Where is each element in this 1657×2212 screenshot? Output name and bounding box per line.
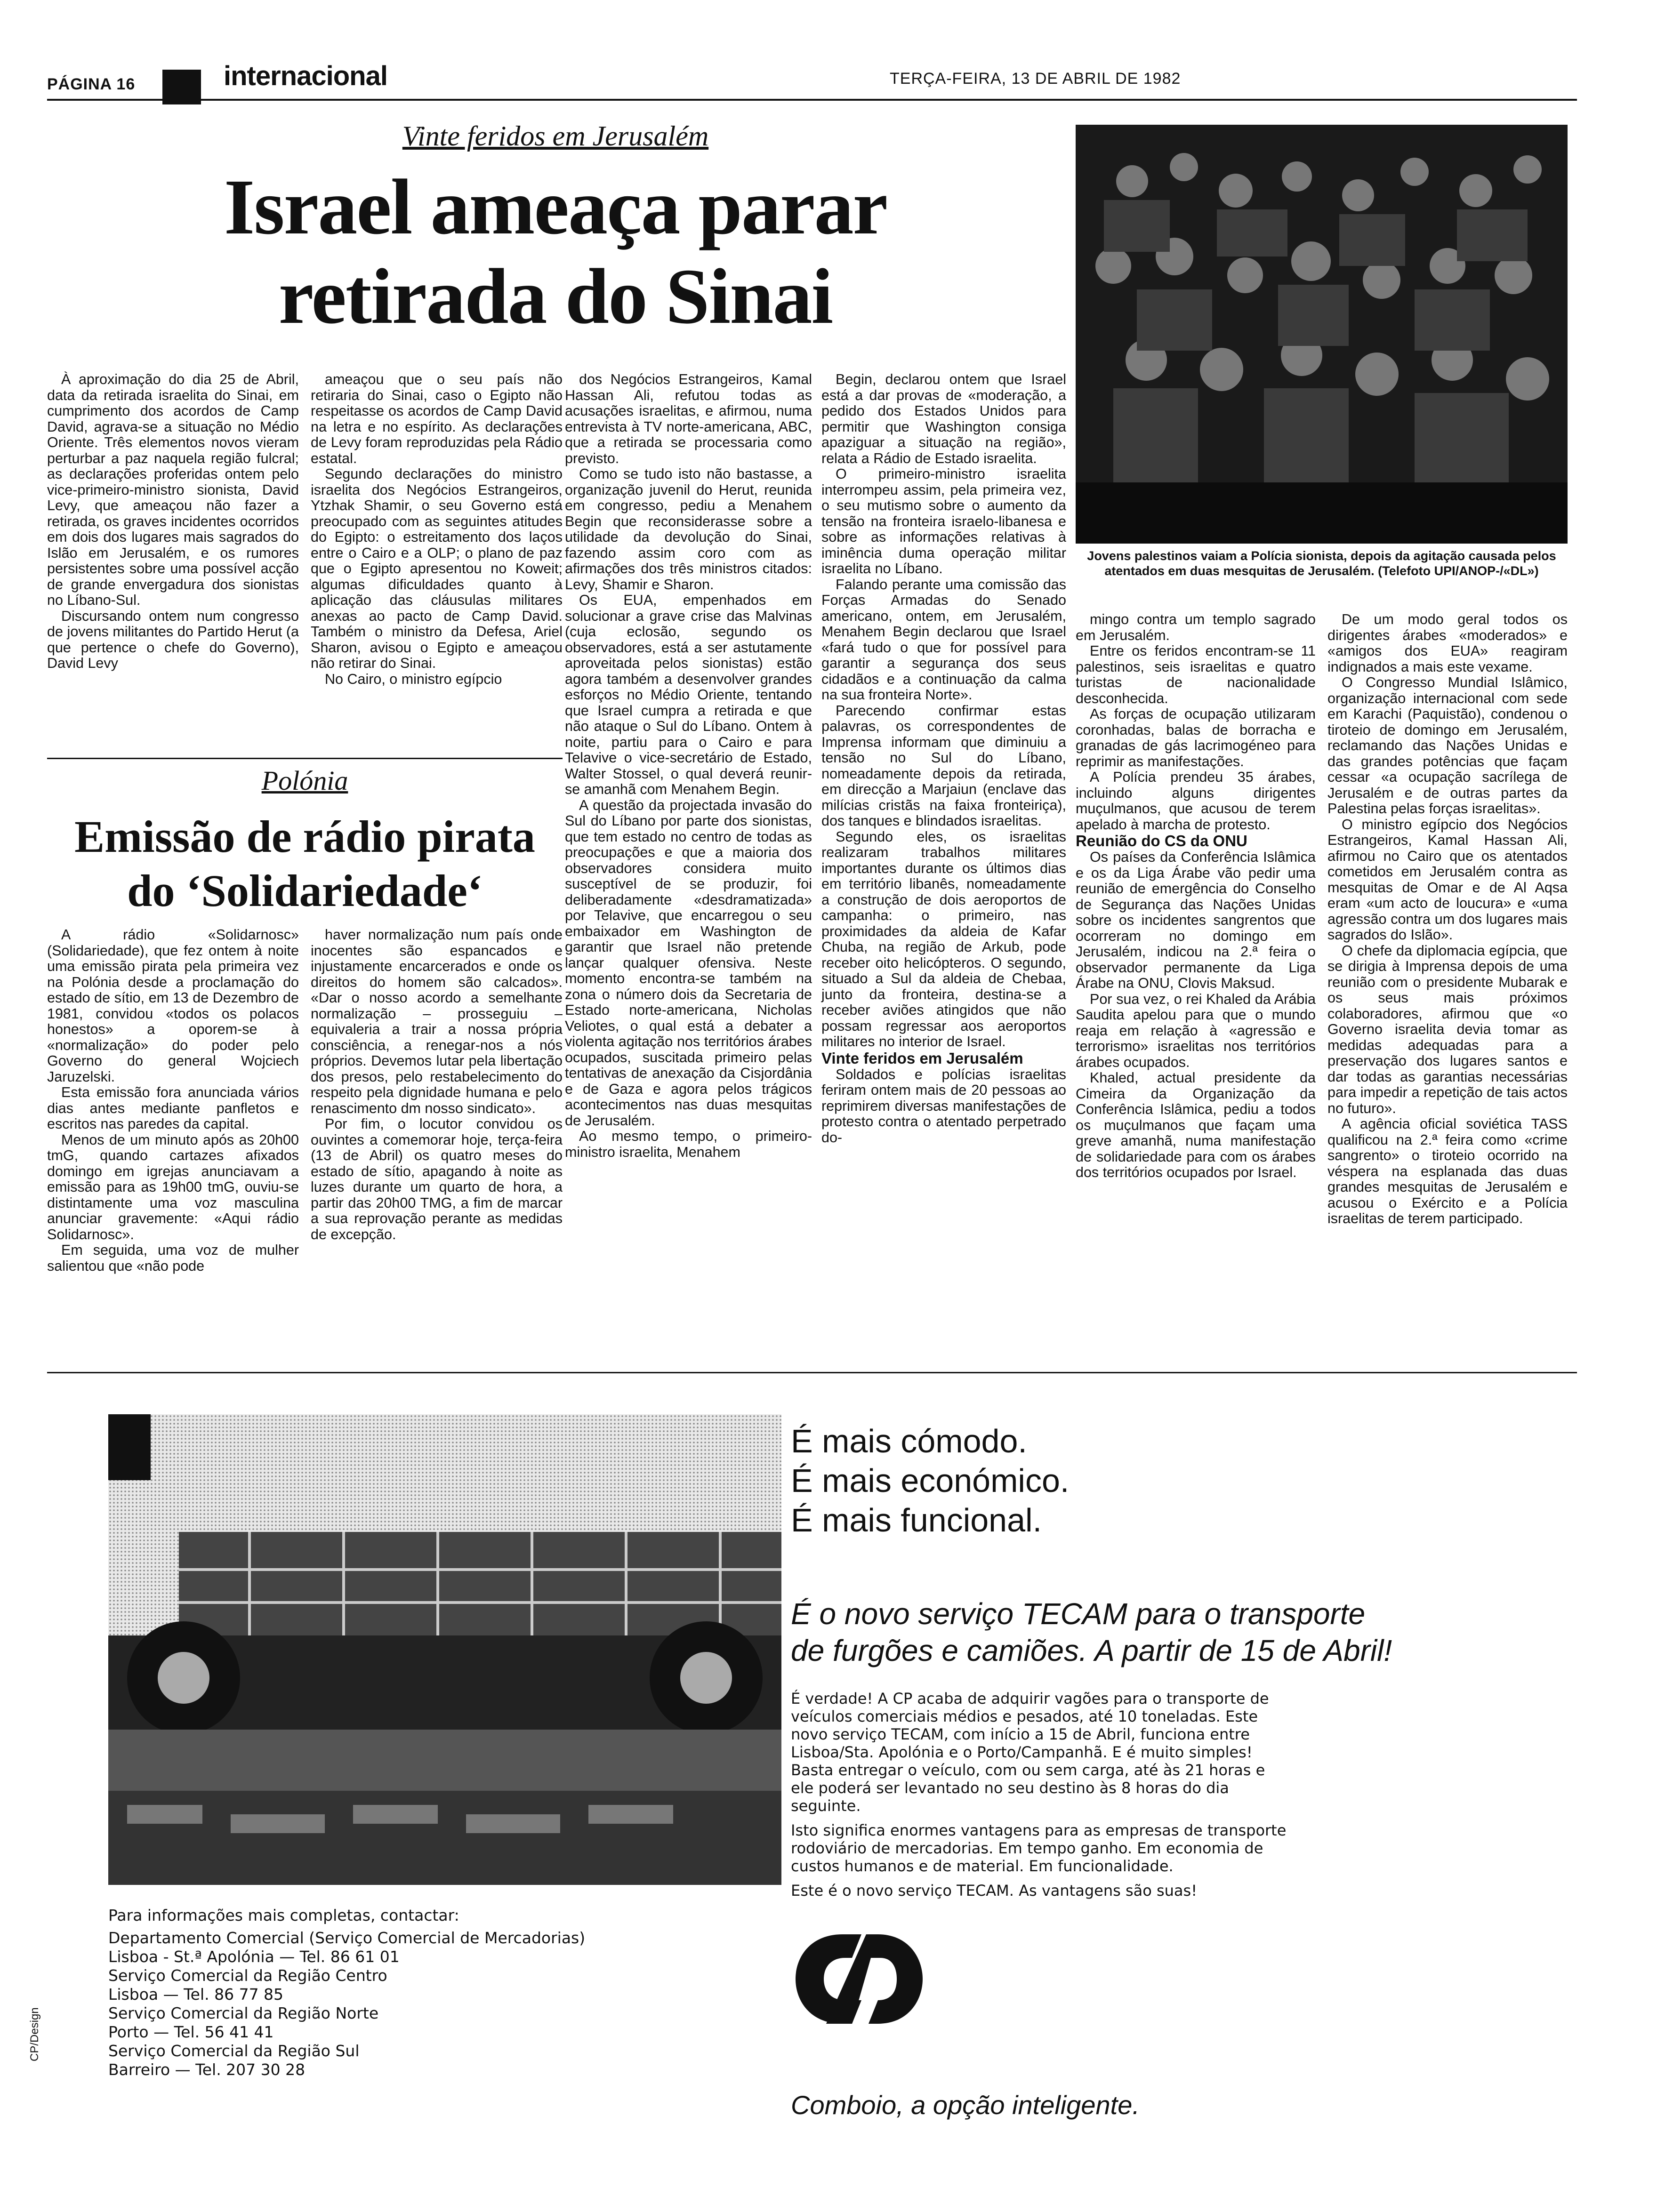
advert-tagline	[791, 1595, 1582, 1669]
paragraph: Discursando ontem num congresso de jovens militantes do Partido Herut (a que pertence o chefe do Governo), David Levy	[47, 608, 299, 671]
subhead-reuniao-onu: Reunião do CS da ONU	[1076, 832, 1247, 850]
paragraph: Begin, declarou ontem que Israel está a dar provas de «moderação, a pedido dos Estados Unidos para permitir que Washington consiga apaziguar a situação na região», relata a Rádio de Estado israelita.	[821, 371, 1066, 466]
paragraph: Por sua vez, o rei Khaled da Arábia Saudita apelou para que o mundo reaja em relação à «agressão e terrorismo» israelitas nos territórios árabes ocupados.	[1076, 991, 1316, 1070]
paragraph: O chefe da diplomacia egípcia, que se dirigia à Imprensa depois de uma reunião com o presidente Mubarak e os seus mais próximos colaboradores, afirmou que «o Governo israelita devia tomar as medidas adequadas para a preservação dos lugares santos e dar todas as garantias necessárias para impedir a repetição de tais actos no futuro».	[1327, 942, 1568, 1116]
paragraph: A agência oficial soviética TASS qualificou na 2.ª feira como «crime sangrento» o tiroteio ocorrido na véspera na esplanada das duas grandes mesquitas de Jerusalém e acusou o Exército e a Polícia israelitas de terem participado.	[1327, 1116, 1568, 1226]
main-headline	[47, 162, 1064, 341]
polonia-col-2	[311, 927, 563, 1242]
polonia-headline-line-1: Emissão de rádio pirata	[74, 811, 535, 862]
paragraph: Soldados e polícias israelitas feriram ontem mais de 20 pessoas ao reprimirem diversas manifestações de protesto contra o atentado perpetrado do-	[821, 1066, 1066, 1146]
main-col-3	[565, 372, 812, 1160]
paragraph: Os EUA, empenhados em solucionar a grave crise das Malvinas (cuja eclosão, segundo os observadores, está a ser astutamente aproveitada pelos sionistas) estão agora também a desenvolver grandes esforços no Médio Oriente, tentando que Israel cumpra a retirada e que não ataque o Sul do Líbano. Ontem à noite, partiu para o Cairo e para Telavive o vice-secretário de Estado, Walter Stossel, o qual deverá reunir-se amanhã com Menahem Begin.	[565, 592, 812, 797]
paragraph: A Polícia prendeu 35 árabes, incluindo alguns dirigentes muçulmanos, que acusou de terem apelado à marcha de protesto.	[1076, 769, 1316, 833]
paragraph: Menos de um minuto após as 20h00 tmG, quando cartazes afixados domingo em igrejas anunciavam a emissão para as 19h00 tmG, ouviu-se distintamente uma voz masculina anunciar gravemente: «Aqui rádio Solidarnosc».	[47, 1131, 299, 1242]
contact-name: Serviço Comercial da Região Norte	[108, 2004, 379, 2022]
main-col-4	[821, 372, 1066, 1146]
photo-caption: Jovens palestinos vaiam a Polícia sionista, depois da agitação causada pelos atentados em duas mesquitas de Jerusalém. (Telefoto UPI/ANOP-/«DL»)	[1087, 549, 1556, 578]
paragraph: Falando perante uma comissão das Forças Armadas do Senado americano, ontem, em Jerusalém, Menahem Begin declarou que Israel «fará tudo o que for possível para garantir a segurança dos seus cidadãos e a continuação da calma na sua fronteira Norte».	[821, 576, 1066, 703]
polonia-rule	[47, 758, 563, 759]
subhead-vinte-feridos: Vinte feridos em Jerusalém	[821, 1049, 1023, 1067]
advert-paragraph: É verdade! A CP acaba de adquirir vagões para o transporte de veículos comerciais médios e pesados, até 10 toneladas. Este novo serviço TECAM, com início a 15 de Abril, funciona entre Lisboa/Sta. Apolónia e o Porto/Campanhã. E é muito simples! Basta entregar o veículo, com ou sem carga, até às 21 horas e ele poderá ser levantado no seu destino às 8 horas do dia seguinte.	[791, 1690, 1269, 1815]
headline-line-1: Israel ameaça parar	[224, 163, 887, 251]
contact-detail: Lisboa — Tel. 86 77 85	[108, 1985, 284, 2004]
polonia-headline	[47, 809, 563, 918]
paragraph: Os países da Conferência Islâmica e os da Liga Árabe vão pedir uma reunião de emergência do Conselho de Segurança das Nações Unidas sobre os incidentes sangrentos que ocorreram no domingo em Jerusalém, indicou na 2.ª feira o observador permanente da Liga Árabe na ONU, Clovis Maksud.	[1076, 849, 1316, 991]
contact-detail: Lisboa - St.ª Apolónia — Tel. 86 61 01	[108, 1948, 400, 1966]
paragraph: As forças de ocupação utilizaram coronhadas, balas de borracha e granadas de gás lacrimogéneo para reprimir as manifestações.	[1076, 706, 1316, 769]
cp-logo-icon	[791, 1925, 927, 2033]
paragraph: Khaled, actual presidente da Cimeira da Organização da Conferência Islâmica, pediu a todos os muçulmanos que façam uma greve amanhã, numa manifestação de solidariedade para com os árabes dos territórios ocupados por Israel.	[1076, 1070, 1316, 1180]
news-photo	[1076, 125, 1568, 544]
slogan-line: É mais funcional.	[791, 1502, 1042, 1539]
crowd-image	[1076, 125, 1568, 544]
contact-detail: Porto — Tel. 56 41 41	[108, 2023, 274, 2041]
contact-name: Serviço Comercial da Região Sul	[108, 2042, 360, 2060]
header-rule	[47, 99, 1577, 101]
paragraph: Segundo eles, os israelitas realizaram trabalhos militares importantes durante os últimos dias em território libanês, nomeadamente a construção de dois aeroportos de campanha: o primeiro, nas proximidades da aldeia de Kafar Chuba, na região de Arkub, pode receber oito helicópteros. O segundo, situado a Sul da aldeia de Chebaa, junto da fronteira, destina-se a receber aviões atingidos que não possam regressar aos aeroportos militares no interior de Israel.	[821, 828, 1066, 1050]
slogan-line: É mais económico.	[791, 1462, 1070, 1499]
paragraph: À aproximação do dia 25 de Abril, data da retirada israelita do Sinai, em cumprimento dos acordos de Camp David, agrava-se a situação no Médio Oriente. Três elementos novos vieram perturbar a paz naquela região fulcral; as declarações proferidas ontem pelo vice-primeiro-ministro sionista, David Levy, que ameaçou não fazer a retirada, os graves incidentes ocorridos em dois dos lugares mais sagrados do Islão em Jerusalém, e os rumores persistentes sobre uma possível acção de grande envergadura dos sionistas no Líbano-Sul.	[47, 371, 299, 608]
paragraph: Em seguida, uma voz de mulher salientou que «não pode	[47, 1242, 299, 1274]
polonia-kicker: Polónia	[261, 765, 348, 796]
paragraph: dos Negócios Estrangeiros, Kamal Hassan Ali, refutou todas as acusações israelitas, e afirmou, numa entrevista à TV norte-americana, ABC, que a retirada se processaria como previsto.	[565, 371, 812, 466]
paragraph: A rádio «Solidarnosc» (Solidariedade), que fez ontem à noite uma emissão pirata pela primeira vez na Polónia desde a proclamação do estado de sítio, em 13 de Dezembro de 1981, convidou «todos os polacos honestos» a oporem-se à «normalização» do poder pelo Governo do general Wojciech Jaruzelski.	[47, 927, 299, 1085]
headline-line-2: retirada do Sinai	[278, 253, 833, 340]
contact-intro: Para informações mais completas, contactar:	[108, 1906, 459, 1924]
main-col-1	[47, 372, 299, 672]
advert-rule	[47, 1372, 1577, 1373]
truck-image	[108, 1414, 781, 1885]
main-col-2	[311, 372, 563, 687]
slogan-line: É mais cómodo.	[791, 1423, 1027, 1459]
paragraph: No Cairo, o ministro egípcio	[325, 671, 502, 687]
advert-motto: Comboio, a opção inteligente.	[791, 2090, 1140, 2120]
paragraph: O Congresso Mundial Islâmico, organização internacional com sede em Karachi (Paquistão), condenou o tiroteio de domingo em Jerusalém, reclamando das Nações Unidas e das grandes potências que façam cessar «a ocupação sacrílega de Jerusalém e de outras partes da Palestina pelas forças israelitas».	[1327, 674, 1568, 817]
paragraph: ameaçou que o seu país não retiraria do Sinai, caso o Egipto não respeitasse os acordos de Camp David na letra e no espírito. As declarações de Levy foram reproduzidas pela Rádio estatal.	[311, 371, 563, 466]
contact-detail: Barreiro — Tel. 207 30 28	[108, 2060, 306, 2079]
paragraph: Entre os feridos encontram-se 11 palestinos, seis israelitas e quatro turistas de nacionalidade desconhecida.	[1076, 643, 1316, 706]
advert-truck-photo	[108, 1414, 781, 1885]
polonia-headline-line-2: do ‘Solidariedade‘	[127, 866, 483, 916]
main-col-5	[1076, 612, 1316, 1181]
paragraph: De um modo geral todos os dirigentes árabes «moderados» e «amigos dos EUA» reagiram indignados a mais este vexame.	[1327, 611, 1568, 675]
paragraph: mingo contra um templo sagrado em Jerusalém.	[1076, 611, 1316, 643]
design-credit: CP/Design	[28, 2007, 41, 2061]
advert-paragraph: Isto significa enormes vantagens para as empresas de transporte rodoviário de mercadorias. Em tempo ganho. Em economia de custos humanos e de material. Em funcionalidade.	[791, 1821, 1287, 1875]
advert-contacts	[108, 1906, 767, 2079]
contact-name: Departamento Comercial (Serviço Comercial de Mercadorias)	[108, 1929, 586, 1947]
advert-body	[791, 1690, 1290, 1906]
tagline-line-1: É o novo serviço TECAM para o transporte	[791, 1597, 1366, 1631]
advert-paragraph: Este é o novo serviço TECAM. As vantagens são suas!	[791, 1882, 1198, 1899]
contact-name: Serviço Comercial da Região Centro	[108, 1966, 387, 1985]
section-title: internacional	[224, 61, 387, 91]
main-kicker: Vinte feridos em Jerusalém	[402, 120, 709, 152]
main-col-6	[1327, 612, 1568, 1227]
paragraph: O ministro egípcio dos Negócios Estrangeiros, Kamal Hassan Ali, afirmou no Cairo que os atentados cometidos em Jerusalém contra as mesquitas de Omar e de Al Aqsa eram «um acto de loucura» e «uma agressão contra um dos lugares mais sagrados do Islão».	[1327, 816, 1568, 943]
paragraph: Como se tudo isto não bastasse, a organização juvenil do Herut, reunida em congresso, pediu a Menahem Begin que reconsiderasse sobre a utilidade da devolução do Sinai, fazendo assim coro com as afirmações dos três ministros citados: Levy, Shamir e Sharon.	[565, 466, 812, 593]
paragraph: haver normalização num país onde inocentes são espancados e injustamente encarcerados e onde os direitos do homem são calcados». «Dar o nosso acordo a semelhante normalização – prosseguiu – equivaleria a trair a nossa própria consciência, a renegar-nos a nós próprios. Devemos lutar pela libertação dos presos, pelo restabelecimento do respeito pela dignidade humana e pelo renascimento dm nosso sindicato».	[311, 927, 563, 1116]
paragraph: Segundo declarações do ministro israelita dos Negócios Estrangeiros, Ytzhak Shamir, o seu Governo está preocupado com as seguintes atitudes do Egipto: o estreitamento dos laços entre o Cairo e a OLP; o plano de paz que o Egipto apresentou no Koweit; algumas dificuldades quanto à aplicação das cláusulas militares anexas ao pacto de Camp David. Também o ministro da Defesa, Ariel Sharon, avisou o Egipto e ameaçou não retirar do Sinai.	[311, 466, 563, 671]
advert-slogans	[791, 1421, 1568, 1540]
page-number: PÁGINA 16	[47, 75, 136, 93]
issue-date: TERÇA-FEIRA, 13 DE ABRIL DE 1982	[890, 70, 1181, 88]
polonia-col-1	[47, 927, 299, 1274]
paragraph: Ao mesmo tempo, o primeiro-ministro israelita, Menahem	[565, 1128, 812, 1160]
paragraph: Esta emissão fora anunciada vários dias antes mediante panfletos e escritos nas paredes da capital.	[47, 1084, 299, 1132]
tagline-line-2: de furgões e camiões. A partir de 15 de Abril!	[791, 1634, 1392, 1667]
paragraph: Por fim, o locutor convidou os ouvintes a comemorar hoje, terça-feira (13 de Abril) os quatro meses do estado de sítio, apagando à noite as luzes durante um quarto de hora, a partir das 20h00 TMG, a fim de marcar a sua reprovação perante as medidas de excepção.	[311, 1116, 563, 1242]
paragraph: A questão da projectada invasão do Sul do Líbano por parte dos sionistas, que tem estado no centro de todas as preocupações e que a maioria dos observadores considera muito susceptível de se produzir, foi deliberadamente «desdramatizada» por Telavive, que encarregou o seu embaixador em Washington de garantir que Israel não pretende lançar qualquer ofensiva. Neste momento encontra-se também na zona o número dois da Secretaria de Estado norte-americana, Nicholas Veliotes, o qual está a debater a violenta agitação nos territórios árabes ocupados, suscitada primeiro pelas tentativas de anexação da Cisjordânia e de Gaza e agora pelos trágicos acontecimentos nas duas mesquitas de Jerusalém.	[565, 797, 812, 1129]
paragraph: O primeiro-ministro israelita interrompeu assim, pela primeira vez, o seu mutismo sobre o aumento da tensão na fronteira israelo-libanesa e sobre as informações relativas à iminência duma operação militar israelita no Líbano.	[821, 466, 1066, 577]
paragraph: Parecendo confirmar estas palavras, os correspondentes de Imprensa informam que diminuiu a tensão no Sul do Líbano, nomeadamente depois da retirada, em direcção a Marjaiun (enclave das milícias cristãs na faixa fronteiriça), dos tanques e blindados israelitas.	[821, 702, 1066, 829]
